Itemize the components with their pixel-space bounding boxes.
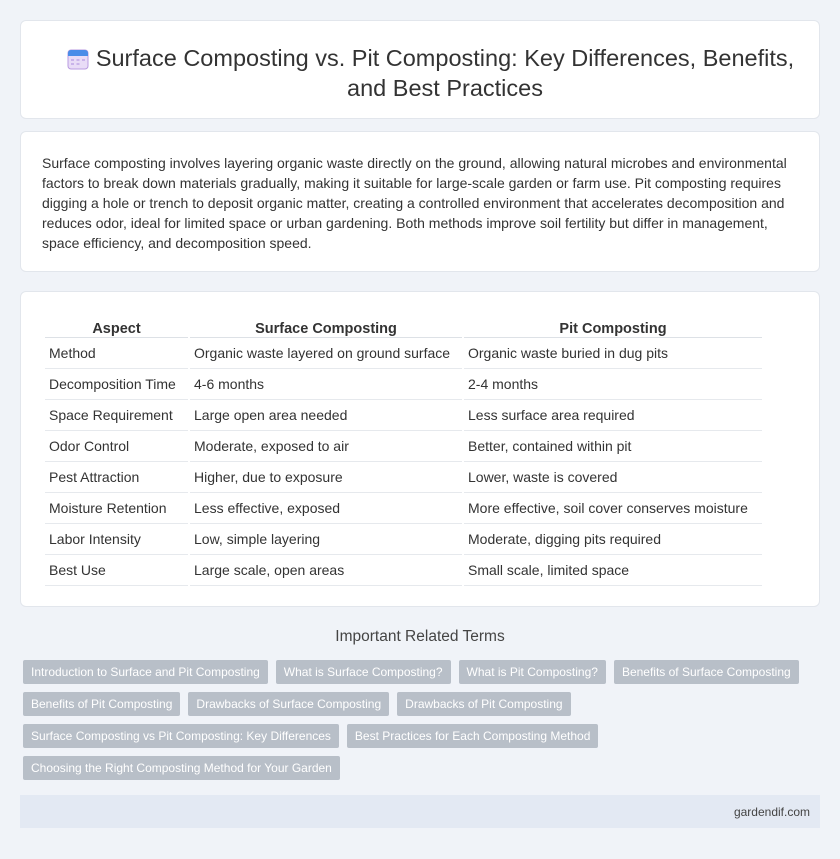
related-tag[interactable]: Choosing the Right Composting Method for Your Garden xyxy=(23,756,340,780)
table-cell: Pest Attraction xyxy=(45,462,188,493)
table-cell: Organic waste buried in dug pits xyxy=(464,338,762,369)
table-cell: Less effective, exposed xyxy=(190,493,462,524)
table-cell: Space Requirement xyxy=(45,400,188,431)
footer xyxy=(20,795,820,828)
related-terms-list xyxy=(23,660,823,780)
table-cell: Method xyxy=(45,338,188,369)
intro-paragraph: Surface composting involves layering organic waste directly on the ground, allowing natural microbes and environmental factors to break down materials gradually, making it suitable for large-scale garden or farm use. Pit composting requires digging a hole or trench to deposit organic matter, creating a controlled environment that accelerates decomposition and reduces odor, ideal for limited space or urban gardening. Both methods improve soil fertility but differ in management, space efficiency, and decomposition speed. xyxy=(42,155,787,251)
table-header-row xyxy=(45,316,762,338)
table-row xyxy=(45,555,762,586)
table-cell: Better, contained within pit xyxy=(464,431,762,462)
table-cell: 4-6 months xyxy=(190,369,462,400)
related-tag[interactable]: Drawbacks of Surface Composting xyxy=(188,692,389,716)
intro-card xyxy=(20,131,820,272)
related-tag[interactable]: What is Pit Composting? xyxy=(459,660,606,684)
related-tag[interactable]: Drawbacks of Pit Composting xyxy=(397,692,570,716)
table-cell: Moisture Retention xyxy=(45,493,188,524)
table-cell: Small scale, limited space xyxy=(464,555,762,586)
table-cell: Best Use xyxy=(45,555,188,586)
header-pit-composting: Pit Composting xyxy=(464,316,762,338)
related-tag[interactable]: Introduction to Surface and Pit Composting xyxy=(23,660,268,684)
related-tag[interactable]: Benefits of Pit Composting xyxy=(23,692,180,716)
table-cell: Lower, waste is covered xyxy=(464,462,762,493)
table-cell: Decomposition Time xyxy=(45,369,188,400)
related-terms-title: Important Related Terms xyxy=(335,628,505,645)
table-cell: Large open area needed xyxy=(190,400,462,431)
comparison-table xyxy=(43,316,764,586)
header-aspect: Aspect xyxy=(45,316,188,338)
table-cell: Higher, due to exposure xyxy=(190,462,462,493)
table-row xyxy=(45,462,762,493)
related-tag[interactable]: Surface Composting vs Pit Composting: Key Differences xyxy=(23,724,339,748)
related-tag[interactable]: Best Practices for Each Composting Method xyxy=(347,724,598,748)
header-card xyxy=(20,20,820,119)
footer-site-link[interactable]: gardendif.com xyxy=(733,805,810,819)
table-row xyxy=(45,524,762,555)
page-title: Surface Composting vs. Pit Composting: Key Differences, Benefits, and Best Practices xyxy=(95,45,795,101)
table-cell: More effective, soil cover conserves moisture xyxy=(464,493,762,524)
header-surface-composting: Surface Composting xyxy=(190,316,462,338)
related-tag[interactable]: Benefits of Surface Composting xyxy=(614,660,799,684)
table-cell: Low, simple layering xyxy=(190,524,462,555)
table-cell: Moderate, digging pits required xyxy=(464,524,762,555)
table-row xyxy=(45,369,762,400)
table-cell: Moderate, exposed to air xyxy=(190,431,462,462)
table-row xyxy=(45,338,762,369)
table-cell: Large scale, open areas xyxy=(190,555,462,586)
table-cell: Odor Control xyxy=(45,431,188,462)
table-cell: Labor Intensity xyxy=(45,524,188,555)
table-row xyxy=(45,431,762,462)
table-row xyxy=(45,493,762,524)
related-tag[interactable]: What is Surface Composting? xyxy=(276,660,451,684)
table-row xyxy=(45,400,762,431)
table-cell: 2-4 months xyxy=(464,369,762,400)
table-cell: Less surface area required xyxy=(464,400,762,431)
table-cell: Organic waste layered on ground surface xyxy=(190,338,462,369)
comparison-table-card xyxy=(20,291,820,607)
